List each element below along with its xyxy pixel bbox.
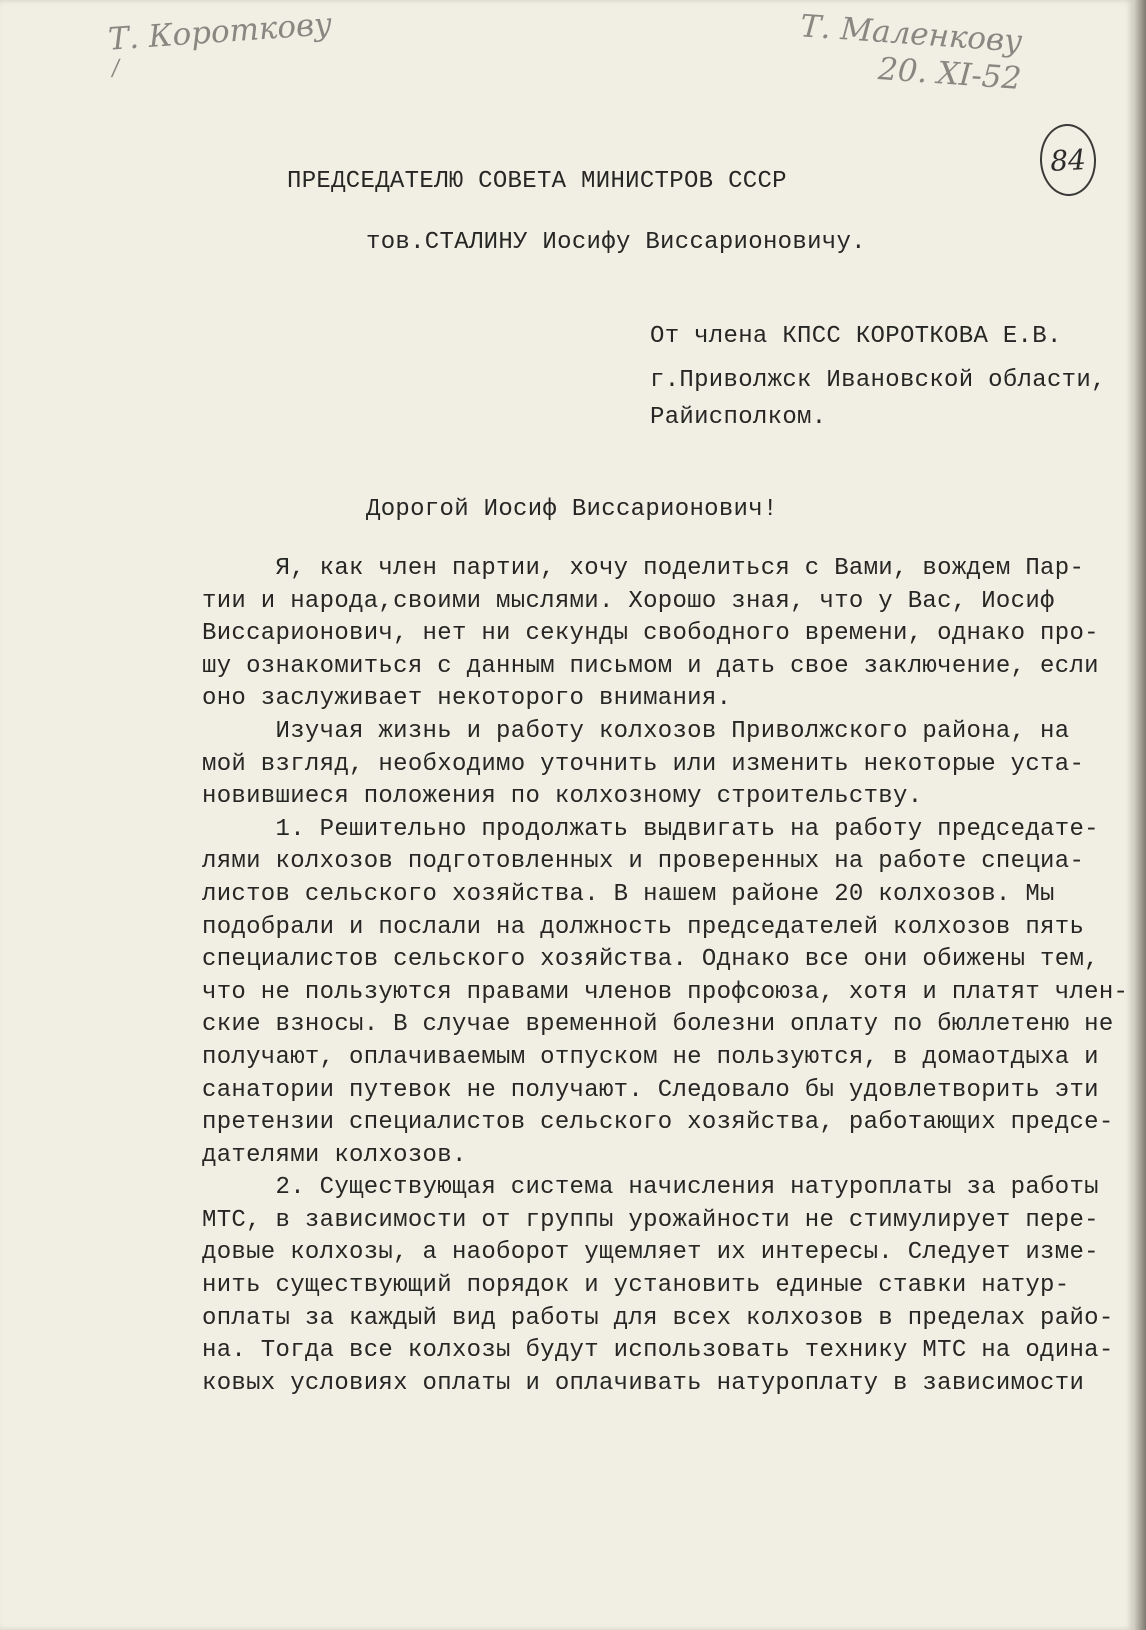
heading: ПРЕДСЕДАТЕЛЮ СОВЕТА МИНИСТРОВ СССР: [287, 168, 787, 195]
body-line: нить существующий порядок и установить единые ставки натур-: [202, 1272, 1070, 1300]
body-line: Виссарионович, нет ни секунды свободного времени, однако про-: [202, 620, 1099, 648]
body-line: что не пользуются правами членов профсоюза, хотя и платят член-: [202, 978, 1129, 1006]
body-line: шу ознакомиться с данным письмом и дать свое заключение, если: [202, 652, 1099, 680]
body-line: ковых условиях оплаты и оплачивать натуроплату в зависимости: [202, 1369, 1085, 1397]
body-line: новившиеся положения по колхозному строительству.: [202, 783, 923, 811]
sender-line: Райисполком.: [650, 404, 827, 431]
body-line: тии и народа,своими мыслями. Хорошо зная, что у Вас, Иосиф: [202, 587, 1055, 615]
sender-line: г.Приволжск Ивановской области,: [650, 367, 1106, 394]
handwritten-note-top-right: Т. Маленкову: [799, 8, 1024, 60]
sender-line: От члена КПСС КОРОТКОВА Е.В.: [650, 323, 1062, 350]
body-line: 2. Существующая система начисления натуроплаты за работы: [202, 1174, 1099, 1202]
handwritten-date: 20. XI-52: [876, 51, 1023, 97]
body-line: оно заслуживает некоторого внимания.: [202, 685, 732, 713]
addressee: тов.СТАЛИНУ Иосифу Виссарионовичу.: [366, 229, 866, 256]
body-line: лями колхозов подготовленных и проверенных на работе специа-: [202, 848, 1085, 876]
body-line: оплаты за каждый вид работы для всех колхозов в пределах райо-: [202, 1304, 1114, 1332]
body-line: на. Тогда все колхозы будут использовать технику МТС на одина-: [202, 1337, 1114, 1365]
body-line: Изучая жизнь и работу колхозов Приволжского района, на: [202, 717, 1070, 745]
body-line: 1. Решительно продолжать выдвигать на работу председате-: [202, 815, 1099, 843]
body-line: Я, как член партии, хочу поделиться с Вами, вождем Пар-: [202, 555, 1085, 582]
body-line: дателями колхозов.: [202, 1141, 467, 1169]
body-line: получают, оплачиваемым отпуском не пользуются, в домаотдыха и: [202, 1043, 1099, 1071]
handwritten-mark: /: [111, 55, 121, 82]
body-line: претензии специалистов сельского хозяйства, работающих предсе-: [202, 1109, 1114, 1137]
body-line: довые колхозы, а наоборот ущемляет их интересы. Следует изме-: [202, 1239, 1099, 1267]
page-number: 84: [1049, 142, 1087, 178]
body-line: подобрали и послали на должность председателей колхозов пять: [202, 913, 1085, 941]
page-edge: [1133, 0, 1146, 1630]
body-line: ские взносы. В случае временной болезни оплату по бюллетеню не: [202, 1011, 1114, 1039]
body-line: санатории путевок не получают. Следовало бы удовлетворить эти: [202, 1076, 1099, 1104]
body-line: листов сельского хозяйства. В нашем районе 20 колхозов. Мы: [202, 880, 1055, 908]
body-line: МТС, в зависимости от группы урожайности не стимулирует пере-: [202, 1206, 1099, 1234]
body-line: специалистов сельского хозяйства. Однако все они обижены тем,: [202, 946, 1099, 974]
letter-body: [202, 553, 1128, 1400]
salutation: Дорогой Иосиф Виссарионович!: [366, 496, 778, 523]
handwritten-note-top-left: Т. Короткову: [107, 6, 334, 58]
body-line: мой взгляд, необходимо уточнить или изменить некоторые уста-: [202, 750, 1085, 778]
